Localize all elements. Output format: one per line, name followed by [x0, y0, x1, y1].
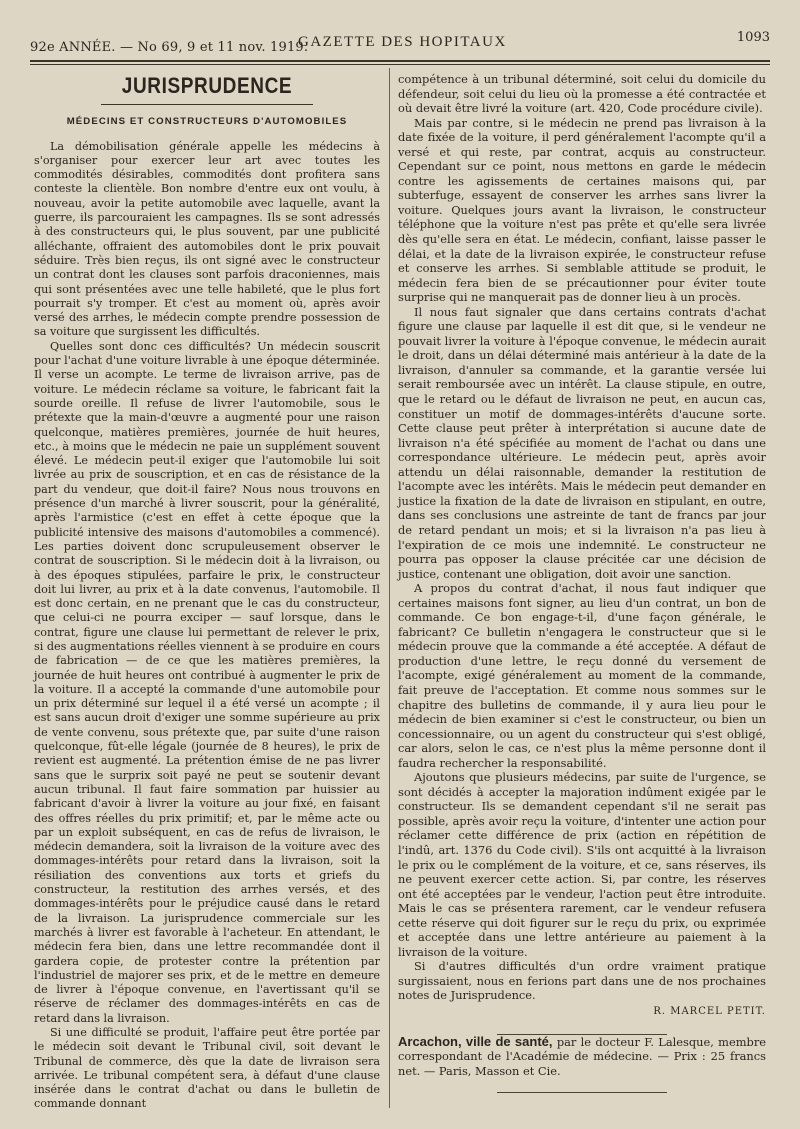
author-signature: R. MARCEL PETIT.	[653, 1006, 766, 1017]
rubric-title: JURISPRUDENCE	[121, 74, 293, 99]
article-paragraph: Mais par contre, si le médecin ne prend pas livraison à la date fixée de la voiture, il perd généralement l'acompte qu'il a versé et qui reste, par contrat, acquis au constructeur. Cependant sur ce point, nous mettons en garde le médecin contre les agissements de certaines maisons qui, par subterfuge, essayent de conserver les arrhes sans livrer la voiture. Quelques jours avant la livraison, le constructeur téléphone que la voiture n'est pas prête et qu'elle sera livrée dès qu'elle sera en état. Le médecin, confiant, laisse passer le délai, et la date de la livraison expirée, le constructeur refuse et conserve les arrhes. Si semblable attitude se produit, le médecin fera bien de se précautionner pour éviter toute surprise qui ne manquerait pas de donner lieu à un procès.	[398, 115, 766, 305]
separator-ornament-bottom	[497, 1092, 667, 1093]
article-paragraph: Si une difficulté se produit, l'affaire peut être portée par le médecin soit devant le Tribunal civil, soit devant le Tribunal de commerce, dès que la date de livraison sera arrivée. Le tribunal compétent sera, à défaut d'une clause insérée dans le contrat d'achat ou dans le bulletin de commande donnant	[34, 1026, 380, 1111]
book-notice	[398, 1035, 766, 1079]
article-paragraph: Il nous faut signaler que dans certains contrats d'achat figure une clause par laquelle il est dit que, si le vendeur ne pouvait livrer la voiture à l'époque convenue, le médecin aurait le droit, dans un délai déterminé mais antérieur à la date de la livraison, d'annuler sa commande, et la garantie versée lui serait remboursée avec un intérêt. La clause stipule, en outre, que le retard ou le défaut de livraison ne peut, en aucun cas, constituer un motif de dommages-intérêts d'aucune sorte. Cette clause peut prêter à interprétation si aucune date de livraison n'a été spécifiée au moment de l'achat ou dans une correspondance ultérieure. Le médecin peut, après avoir attendu un délai raisonnable, demander la restitution de l'acompte avec les intérêts. Mais le médecin peut demander en justice la fixation de la date de livraison en stipulant, en outre, dans ses conclusions une astreinte de tant de francs par jour de retard pendant un mois; et si la livraison n'a pas lieu à l'expiration de ce mois une indemnité. Le constructeur ne pourra pas opposer la clause précitée car une décision de justice, contenant une obligation, doit avoir une sanction.	[398, 304, 766, 581]
notice-text: par le docteur F. Lalesque, membre correspondant de l'Académie de médecine. — Prix : 25 francs net. — Paris, Masson et Cie.	[398, 1034, 767, 1078]
article-continuation: compétence à un tribunal déterminé, soit celui du domicile du défendeur, soit celui du lieu où la promesse a été contractée et où devait être livré la voiture (art. 420, Code procédure civile).	[398, 72, 766, 116]
right-column	[398, 72, 766, 1093]
page-header	[30, 26, 770, 56]
header-rule	[30, 60, 770, 62]
rubric-rule	[101, 104, 313, 105]
article-paragraph: La démobilisation générale appelle les médecins à s'organiser pour exercer leur art avec toutes les commodités désirables, commodités dont profitera sans conteste la clientèle. Bon nombre d'entre eux ont voulu, à nouveau, avoir la petite automobile avec laquelle, avant la guerre, ils parcouraient les campagnes. Ils se sont adressés à des constructeurs qui, le plus souvent, par une publicité alléchante, offraient des automobiles dont le prix pouvait séduire. Très bien reçus, ils ont signé avec le constructeur un contrat dont les clauses sont parfois draconiennes, mais qui sont présentées avec une telle habileté, que le plus fort pourrait s'y tromper. Et c'est au moment où, après avoir versé des arrhes, le médecin compte prendre possession de sa voiture que surgissent les difficultés.	[34, 139, 380, 339]
header-rule-thin	[30, 64, 770, 65]
article-paragraph: A propos du contrat d'achat, il nous faut indiquer que certaines maisons font signer, au lieu d'un contrat, un bon de commande. Ce bon engage-t-il, d'une façon générale, le fabricant? Ce bulletin n'engagera le constructeur que si le médecin prouve que la commande a été acceptée. A défaut de production d'une lettre, le reçu donné du versement de l'acompte, exigé généralement au moment de la commande, fait preuve de l'acceptation. Et comme nous sommes sur le chapitre des bulletins de commande, il y aura lieu pour le médecin de bien examiner si c'est le constructeur, ou bien un concessionnaire, ou un agent du constructeur qui s'est obligé, car alors, selon le cas, ce n'est plus la même personne dont il faudra rechercher la responsabilité.	[398, 581, 766, 770]
article-paragraph: Quelles sont donc ces difficultés? Un médecin souscrit pour l'achat d'une voiture livrable à une époque déterminée. Il verse un acompte. Le terme de livraison arrive, pas de voiture. Le médecin réclame sa voiture, le fabricant fait la sourde oreille. Il refuse de livrer l'automobile, sous le prétexte que la main-d'œuvre a augmenté pour une raison quelconque, matières premières, journée de huit heures, etc., à moins que le médecin ne paie un supplément souvent élevé. Le médecin peut-il exiger que l'automobile lui soit livrée au prix de souscription, et en cas de résistance de la part du vendeur, que doit-il faire? Nous nous trouvons en présence d'un marché à livrer souscrit, pour la généralité, après l'armistice (c'est en effet à cette époque que la publicité intensive des maisons d'automobiles a commencé). Les parties doivent donc scrupuleusement observer le contrat de souscription. Si le médecin doit à la livraison, ou à des époques stipulées, parfaire le prix, le constructeur doit lui livrer, au prix et à la date convenus, l'automobile. Il est donc certain, en ne prenant que le cas du constructeur, que celui-ci ne pourra exciper — sauf lorsque, dans le contrat, figure une clause lui permettant de relever le prix, si des augmentations réelles viennent à se produire en cours de fabrication — de ce que les matières premières, la journée de huit heures ont contribué à augmenter le prix de la voiture. Il a accepté la commande d'une automobile pour un prix déterminé sur lequel il a été versé un acompte ; il est sans aucun droit d'exiger une somme supérieure au prix de vente convenu, sous prétexte que, par suite d'une raison quelconque, fût-elle légale (journée de 8 heures), le prix de revient est augmenté. La prétention émise de ne pas livrer sans que le surprix soit payé ne peut se soutenir devant aucun tribunal. Il faut faire sommation par huissier au fabricant d'avoir à livrer la voiture au jour fixé, en faisant des offres réelles du prix primitif; et, par le même acte ou par un exploit subséquent, en cas de refus de livraison, le médecin demandera, soit la livraison de la voiture avec des dommages-intérêts pour retard dans la livraison, soit la résiliation des conventions aux torts et griefs du constructeur, la restitution des arrhes versés, et des dommages-intérêts pour le préjudice causé dans le retard de la livraison. La jurisprudence commerciale sur les marchés à livrer est favorable à l'acheteur. En attendant, le médecin fera bien, dans une lettre recommandée dont il gardera copie, de protester contre la prétention par l'industriel de majorer ses prix, et de le mettre en demeure de livrer à l'époque convenue, en l'avertissant qu'il se réserve de réclamer des dommages-intérêts en cas de retard dans la livraison.	[34, 339, 380, 1025]
article-paragraph: Si d'autres difficultés d'un ordre vraiment pratique surgissaient, nous en ferions part dans une de nos prochaines notes de Jurisprudence.	[398, 959, 766, 1003]
notice-title: Arcachon, ville de santé,	[398, 1033, 553, 1049]
article-paragraph: Ajoutons que plusieurs médecins, par suite de l'urgence, se sont décidés à accepter la majoration indûment exigée par le constructeur. Ils se demandent cependant s'il ne serait pas possible, après avoir reçu la voiture, d'intenter une action pour réclamer cette différence de prix (action en répétition de l'indû, art. 1376 du Code civil). S'ils ont acquitté à la livraison le prix ou le complément de la voiture, et ce, sans réserves, ils ne peuvent exercer cette action. Si, par contre, les réserves ont été acceptées par le vendeur, l'action peut être introduite. Mais le cas se présentera rarement, car le vendeur refusera cette réserve qui doit figurer sur le reçu du prix, ou exprimée et acceptée dans une lettre antérieure au paiement à la livraison de la voiture.	[398, 770, 766, 959]
article-heading: MÉDECINS ET CONSTRUCTEURS D'AUTOMOBILES	[66, 116, 348, 128]
left-column	[34, 72, 380, 1112]
page-number: 1093	[736, 30, 770, 45]
rubric-box	[34, 76, 380, 105]
column-divider	[389, 68, 390, 1108]
issue-info: 92e ANNÉE. — No 69, 9 et 11 nov. 1919.	[30, 40, 309, 55]
journal-title: GAZETTE DES HOPITAUX	[298, 34, 507, 50]
